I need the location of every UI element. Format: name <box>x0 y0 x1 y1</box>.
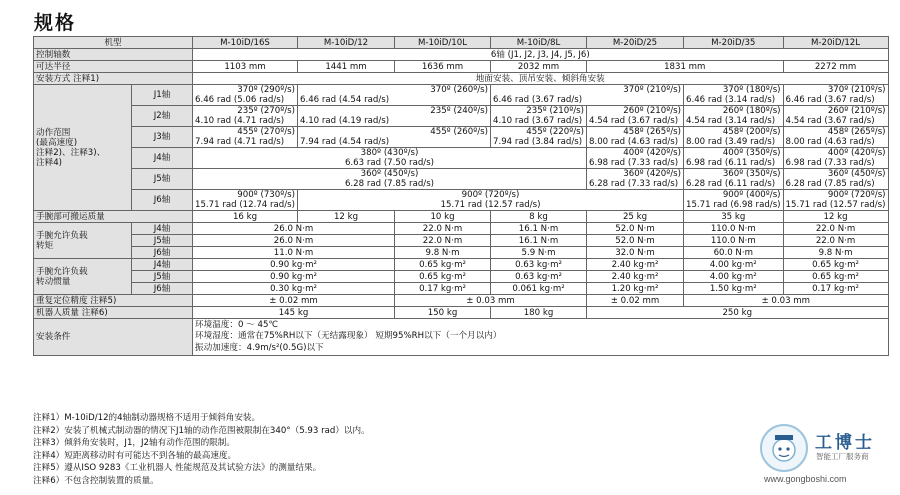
table-cell: 0.061 kg·m² <box>491 283 587 295</box>
model-header: M-20iD/12L <box>783 37 888 49</box>
table-cell: 260º (210º/s) 4.54 rad (3.67 rad/s) <box>783 106 888 127</box>
watermark-slogan: 智能工厂服务商 <box>816 452 869 461</box>
axis-label: J1轴 <box>132 85 193 106</box>
table-cell: 0.65 kg·m² <box>783 259 888 271</box>
table-cell: ± 0.02 mm <box>193 295 395 307</box>
header-row <box>34 37 889 49</box>
table-cell: 4.00 kg·m² <box>684 271 784 283</box>
table-cell: 235º (240º/s) 4.10 rad (4.19 rad/s) <box>298 106 491 127</box>
motion-j1-row <box>34 85 889 106</box>
torque-label: 手腕允许负载 转矩 <box>34 223 132 259</box>
model-header: M-10iD/10L <box>395 37 491 49</box>
inertia-j5-row <box>34 271 889 283</box>
table-cell: 16 kg <box>193 211 298 223</box>
table-cell: 11.0 N·m <box>193 247 395 259</box>
table-cell: 380º (430º/s) 6.63 rad (7.50 rad/s) <box>193 148 587 169</box>
axis-label: J6轴 <box>132 190 193 211</box>
table-cell: 2272 mm <box>783 61 888 73</box>
mass-row <box>34 307 889 319</box>
table-cell: 22.0 N·m <box>783 235 888 247</box>
axis-label: J3轴 <box>132 127 193 148</box>
table-cell: 52.0 N·m <box>587 223 684 235</box>
mascot-logo-icon <box>760 424 808 472</box>
table-cell: 235º (210º/s) 4.10 rad (3.67 rad/s) <box>491 106 587 127</box>
table-cell: 370º (210º/s) 6.46 rad (3.67 rad/s) <box>491 85 684 106</box>
table-cell: 9.8 N·m <box>783 247 888 259</box>
table-cell: 0.63 kg·m² <box>491 271 587 283</box>
table-cell: ± 0.03 mm <box>684 295 889 307</box>
table-cell: 1.50 kg·m² <box>684 283 784 295</box>
table-cell: ± 0.03 mm <box>395 295 587 307</box>
table-cell: 900º (720º/s) 15.71 rad (12.57 rad/s) <box>298 190 684 211</box>
table-cell: 180 kg <box>491 307 587 319</box>
table-cell: 0.65 kg·m² <box>395 259 491 271</box>
table-cell: 260º (210º/s) 4.54 rad (3.67 rad/s) <box>587 106 684 127</box>
table-cell: 370º (290º/s) 6.46 rad (5.06 rad/s) <box>193 85 298 106</box>
model-header: M-20iD/25 <box>587 37 684 49</box>
axis-label: J5轴 <box>132 169 193 190</box>
table-cell: 22.0 N·m <box>395 235 491 247</box>
note: 注释5）遵从ISO 9283《工业机器人 性能规范及其试验方法》的测量结果。 <box>33 463 322 474</box>
table-cell: 6轴 (J1, J2, J3, J4, J5, J6) <box>193 49 889 61</box>
inertia-j6-row <box>34 283 889 295</box>
table-cell: 370º (180º/s) 6.46 rad (3.14 rad/s) <box>684 85 784 106</box>
row-label: 可达半径 <box>34 61 193 73</box>
table-cell: 1831 mm <box>587 61 784 73</box>
table-cell: 16.1 N·m <box>491 223 587 235</box>
table-cell: 2.40 kg·m² <box>587 259 684 271</box>
notes <box>33 412 370 488</box>
row-label: 手腕部可搬运质量 <box>34 211 193 223</box>
payload-row <box>34 211 889 223</box>
note: 注释2）安装了机械式制动器的情况下J1轴的动作范围被限制在340°（5.93 rad）以内。 <box>33 425 370 436</box>
row-label: 控制轴数 <box>34 49 193 61</box>
table-cell: 235º (270º/s) 4.10 rad (4.71 rad/s) <box>193 106 298 127</box>
watermark-brand: 工博士 <box>815 433 875 453</box>
axis-label: J6轴 <box>132 283 193 295</box>
table-cell: 22.0 N·m <box>783 223 888 235</box>
table-cell: 16.1 N·m <box>491 235 587 247</box>
table-cell: 110.0 N·m <box>684 223 784 235</box>
table-cell: 26.0 N·m <box>193 223 395 235</box>
table-cell: 2032 mm <box>491 61 587 73</box>
row-label: 安装方式 注释1) <box>34 73 193 85</box>
note: 注释1）M-10iD/12的4轴制动器规格不适用于倾斜角安装。 <box>33 413 261 423</box>
table-cell: 400º (420º/s) 6.98 rad (7.33 rad/s) <box>587 148 684 169</box>
table-cell: 260º (180º/s) 4.54 rad (3.14 rad/s) <box>684 106 784 127</box>
axis-label: J2轴 <box>132 106 193 127</box>
table-cell: 145 kg <box>193 307 395 319</box>
table-cell: 10 kg <box>395 211 491 223</box>
motion-j6-row <box>34 190 889 211</box>
table-cell: 360º (350º/s) 6.28 rad (6.11 rad/s) <box>684 169 784 190</box>
table-cell: 900º (730º/s) 15.71 rad (12.74 rad/s) <box>193 190 298 211</box>
env-conditions: 环境温度：0 ～ 45℃ 环境湿度：通常在75%RH以下（无结露现象） 短期95%RH以下（一个月以内） 振动加速度：4.9m/s²(0.5G)以下 <box>193 319 889 356</box>
table-cell: 250 kg <box>587 307 889 319</box>
table-cell: 0.65 kg·m² <box>395 271 491 283</box>
row-label: 安装条件 <box>34 319 193 356</box>
table-cell: 455º (260º/s) 7.94 rad (4.54 rad/s) <box>298 127 491 148</box>
mount-row <box>34 73 889 85</box>
torque-j5-row <box>34 235 889 247</box>
table-cell: 360º (420º/s) 6.28 rad (7.33 rad/s) <box>587 169 684 190</box>
table-cell: 1636 mm <box>395 61 491 73</box>
table-cell: 1441 mm <box>298 61 395 73</box>
table-cell: 0.63 kg·m² <box>491 259 587 271</box>
motion-j4-row <box>34 148 889 169</box>
table-cell: 0.90 kg·m² <box>193 259 395 271</box>
table-cell: 360º (450º/s) 6.28 rad (7.85 rad/s) <box>193 169 587 190</box>
table-cell: 52.0 N·m <box>587 235 684 247</box>
table-cell: 26.0 N·m <box>193 235 395 247</box>
table-cell: 1103 mm <box>193 61 298 73</box>
note: 注释4）短距离移动时有可能达不到各轴的最高速度。 <box>33 450 237 461</box>
axis-label: J4轴 <box>132 148 193 169</box>
inertia-label: 手腕允许负载 转动惯量 <box>34 259 132 295</box>
axes-row <box>34 49 889 61</box>
inertia-j4-row <box>34 259 889 271</box>
table-cell: 0.17 kg·m² <box>395 283 491 295</box>
table-cell: 2.40 kg·m² <box>587 271 684 283</box>
table-cell: 32.0 N·m <box>587 247 684 259</box>
table-cell: 60.0 N·m <box>684 247 784 259</box>
table-cell: 455º (270º/s) 7.94 rad (4.71 rad/s) <box>193 127 298 148</box>
table-cell: 458º (200º/s) 8.00 rad (3.49 rad/s) <box>684 127 784 148</box>
repeat-row <box>34 295 889 307</box>
axis-label: J4轴 <box>132 259 193 271</box>
table-cell: ± 0.02 mm <box>587 295 684 307</box>
table-cell: 150 kg <box>395 307 491 319</box>
axis-label: J6轴 <box>132 247 193 259</box>
torque-j6-row <box>34 247 889 259</box>
table-cell: 0.17 kg·m² <box>783 283 888 295</box>
motion-j2-row <box>34 106 889 127</box>
row-label: 重复定位精度 注释5) <box>34 295 193 307</box>
table-cell: 360º (450º/s) 6.28 rad (7.85 rad/s) <box>783 169 888 190</box>
model-header: M-10iD/16S <box>193 37 298 49</box>
table-cell: 370º (260º/s) 6.46 rad (4.54 rad/s) <box>298 85 491 106</box>
note: 注释3）倾斜角安装时，J1，J2轴有动作范围的限制。 <box>33 438 235 449</box>
axis-label: J4轴 <box>132 223 193 235</box>
table-cell: 1.20 kg·m² <box>587 283 684 295</box>
row-label: 机器人质量 注释6) <box>34 307 193 319</box>
table-cell: 地面安装、顶吊安装、倾斜角安装 <box>193 73 889 85</box>
motion-j3-row <box>34 127 889 148</box>
watermark-site: www.gongboshi.com <box>764 474 847 484</box>
table-cell: 900º (720º/s) 15.71 rad (12.57 rad/s) <box>783 190 888 211</box>
model-header: M-20iD/35 <box>684 37 784 49</box>
table-cell: 4.00 kg·m² <box>684 259 784 271</box>
axis-label: J5轴 <box>132 235 193 247</box>
model-label: 机型 <box>34 37 193 49</box>
table-cell: 370º (210º/s) 6.46 rad (3.67 rad/s) <box>783 85 888 106</box>
table-cell: 455º (220º/s) 7.94 rad (3.84 rad/s) <box>491 127 587 148</box>
env-row <box>34 319 889 356</box>
table-cell: 458º (265º/s) 8.00 rad (4.63 rad/s) <box>587 127 684 148</box>
motion-j5-row <box>34 169 889 190</box>
torque-j4-row <box>34 223 889 235</box>
table-cell: 25 kg <box>587 211 684 223</box>
table-cell: 9.8 N·m <box>395 247 491 259</box>
table-cell: 458º (265º/s) 8.00 rad (4.63 rad/s) <box>783 127 888 148</box>
table-cell: 900º (400º/s) 15.71 rad (6.98 rad/s) <box>684 190 784 211</box>
note: 注释6）不包含控制装置的质量。 <box>33 475 159 486</box>
table-cell: 400º (420º/s) 6.98 rad (7.33 rad/s) <box>783 148 888 169</box>
table-cell: 0.65 kg·m² <box>783 271 888 283</box>
model-header: M-10iD/8L <box>491 37 587 49</box>
table-cell: 22.0 N·m <box>395 223 491 235</box>
motion-range-label: 动作范围 (最高速度) 注释2)、注释3)、 注释4) <box>34 85 132 211</box>
table-cell: 12 kg <box>783 211 888 223</box>
table-cell: 400º (350º/s) 6.98 rad (6.11 rad/s) <box>684 148 784 169</box>
table-cell: 0.30 kg·m² <box>193 283 395 295</box>
table-cell: 110.0 N·m <box>684 235 784 247</box>
table-cell: 0.90 kg·m² <box>193 271 395 283</box>
table-cell: 35 kg <box>684 211 784 223</box>
spec-table <box>33 36 889 356</box>
page-title: 规格 <box>34 12 77 34</box>
table-cell: 8 kg <box>491 211 587 223</box>
reach-row <box>34 61 889 73</box>
table-cell: 12 kg <box>298 211 395 223</box>
axis-label: J5轴 <box>132 271 193 283</box>
model-header: M-10iD/12 <box>298 37 395 49</box>
watermark <box>760 424 900 494</box>
table-cell: 5.9 N·m <box>491 247 587 259</box>
